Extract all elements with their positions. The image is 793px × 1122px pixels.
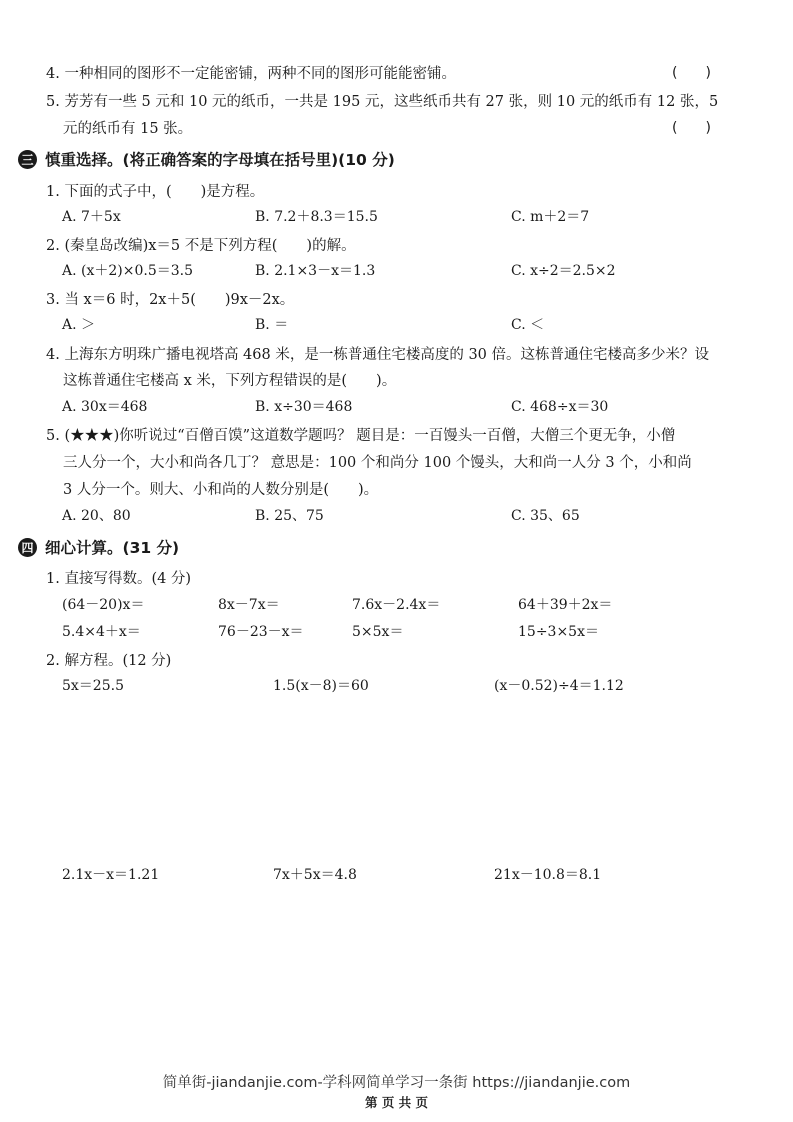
q4-option-c: C. 468÷x＝30 — [511, 399, 609, 415]
section-4-badge: 四 — [18, 538, 37, 557]
equation-item: 7x＋5x＝4.8 — [273, 867, 357, 883]
equation-item: 21x－10.8＝8.1 — [494, 867, 602, 883]
tf-question-4: 4. 一种相同的图形不一定能密铺，两种不同的图形可能能密铺。 — [46, 66, 456, 82]
calc-part-2-title: 2. 解方程。(12 分) — [46, 653, 172, 669]
q5-option-c: C. 35、65 — [511, 508, 580, 524]
equation-item: 5x＝25.5 — [62, 678, 124, 694]
q1-option-c: C. m＋2＝7 — [511, 209, 590, 225]
oral-calc-item: 15÷3×5x＝ — [518, 624, 599, 640]
q5-option-a: A. 20、80 — [62, 508, 131, 524]
q2-option-c: C. x÷2＝2.5×2 — [511, 263, 616, 279]
choice-question-4-line1: 4. 上海东方明珠广播电视塔高 468 米，是一栋普通住宅楼高度的 30 倍。这栋普通住宅楼高多少米？设 — [46, 347, 710, 363]
choice-question-3: 3. 当 x＝6 时，2x＋5( )9x－2x。 — [46, 292, 295, 308]
q1-option-a: A. 7＋5x — [62, 209, 121, 225]
q1-option-b: B. 7.2＋8.3＝15.5 — [255, 209, 378, 225]
q3-option-a: A. ＞ — [62, 317, 96, 333]
tf-question-5-line1: 5. 芳芳有一些 5 元和 10 元的纸币，一共是 195 元，这些纸币共有 27 张，则 10 元的纸币有 12 张，5 — [46, 94, 719, 110]
q4-option-a: A. 30x＝468 — [62, 399, 148, 415]
q5-option-b: B. 25、75 — [255, 508, 324, 524]
section-3-title: 慎重选择。(将正确答案的字母填在括号里)(10 分) — [45, 151, 395, 169]
tf-question-5-line2: 元的纸币有 15 张。 — [63, 121, 193, 137]
q3-option-b: B. ＝ — [255, 317, 289, 333]
equation-item: 2.1x－x＝1.21 — [62, 867, 160, 883]
q2-option-a: A. (x＋2)×0.5＝3.5 — [62, 263, 193, 279]
calc-part-1-title: 1. 直接写得数。(4 分) — [46, 571, 192, 587]
section-3-header — [18, 148, 395, 170]
choice-question-5-line1: 5. (★★★)你听说过“百僧百馍”这道数学题吗？ 题目是：一百馒头一百僧，大僧三个更无争，小僧 — [46, 428, 676, 444]
oral-calc-item: 5×5x＝ — [352, 624, 404, 640]
equation-item: 1.5(x－8)＝60 — [273, 678, 369, 694]
section-3-badge: 三 — [18, 150, 37, 169]
oral-calc-item: 7.6x－2.4x＝ — [352, 597, 441, 613]
choice-question-5-line2: 三人分一个，大小和尚各几丁？ 意思是：100 个和尚分 100 个馒头，大和尚一人分 3 个，小和尚 — [63, 455, 692, 471]
section-4-title: 细心计算。(31 分) — [45, 539, 180, 557]
oral-calc-item: (64－20)x＝ — [62, 597, 145, 613]
q3-option-c: C. ＜ — [511, 317, 545, 333]
choice-question-2: 2. (秦皇岛改编)x＝5 不是下列方程( )的解。 — [46, 238, 356, 254]
section-4-header — [18, 536, 179, 558]
answer-paren-tf5[interactable]: ( ) — [672, 120, 711, 136]
choice-question-1: 1. 下面的式子中，( )是方程。 — [46, 184, 265, 200]
oral-calc-item: 64＋39＋2x＝ — [518, 597, 613, 613]
equation-item: (x－0.52)÷4＝1.12 — [494, 678, 624, 694]
choice-question-4-line2: 这栋普通住宅楼高 x 米，下列方程错误的是( )。 — [63, 373, 397, 389]
answer-paren-tf4[interactable]: ( ) — [672, 65, 711, 81]
oral-calc-item: 5.4×4＋x＝ — [62, 624, 141, 640]
oral-calc-item: 76－23－x＝ — [218, 624, 304, 640]
choice-question-5-line3: 3 人分一个。则大、小和尚的人数分别是( )。 — [63, 482, 379, 498]
footer-page-number: 第 页 共 页 — [364, 1095, 429, 1110]
oral-calc-item: 8x－7x＝ — [218, 597, 280, 613]
footer-site-link[interactable]: 简单街-jiandanjie.com-学科网简单学习一条街 https://jiandanjie.com — [162, 1075, 631, 1091]
q4-option-b: B. x÷30＝468 — [255, 399, 353, 415]
q2-option-b: B. 2.1×3－x＝1.3 — [255, 263, 376, 279]
